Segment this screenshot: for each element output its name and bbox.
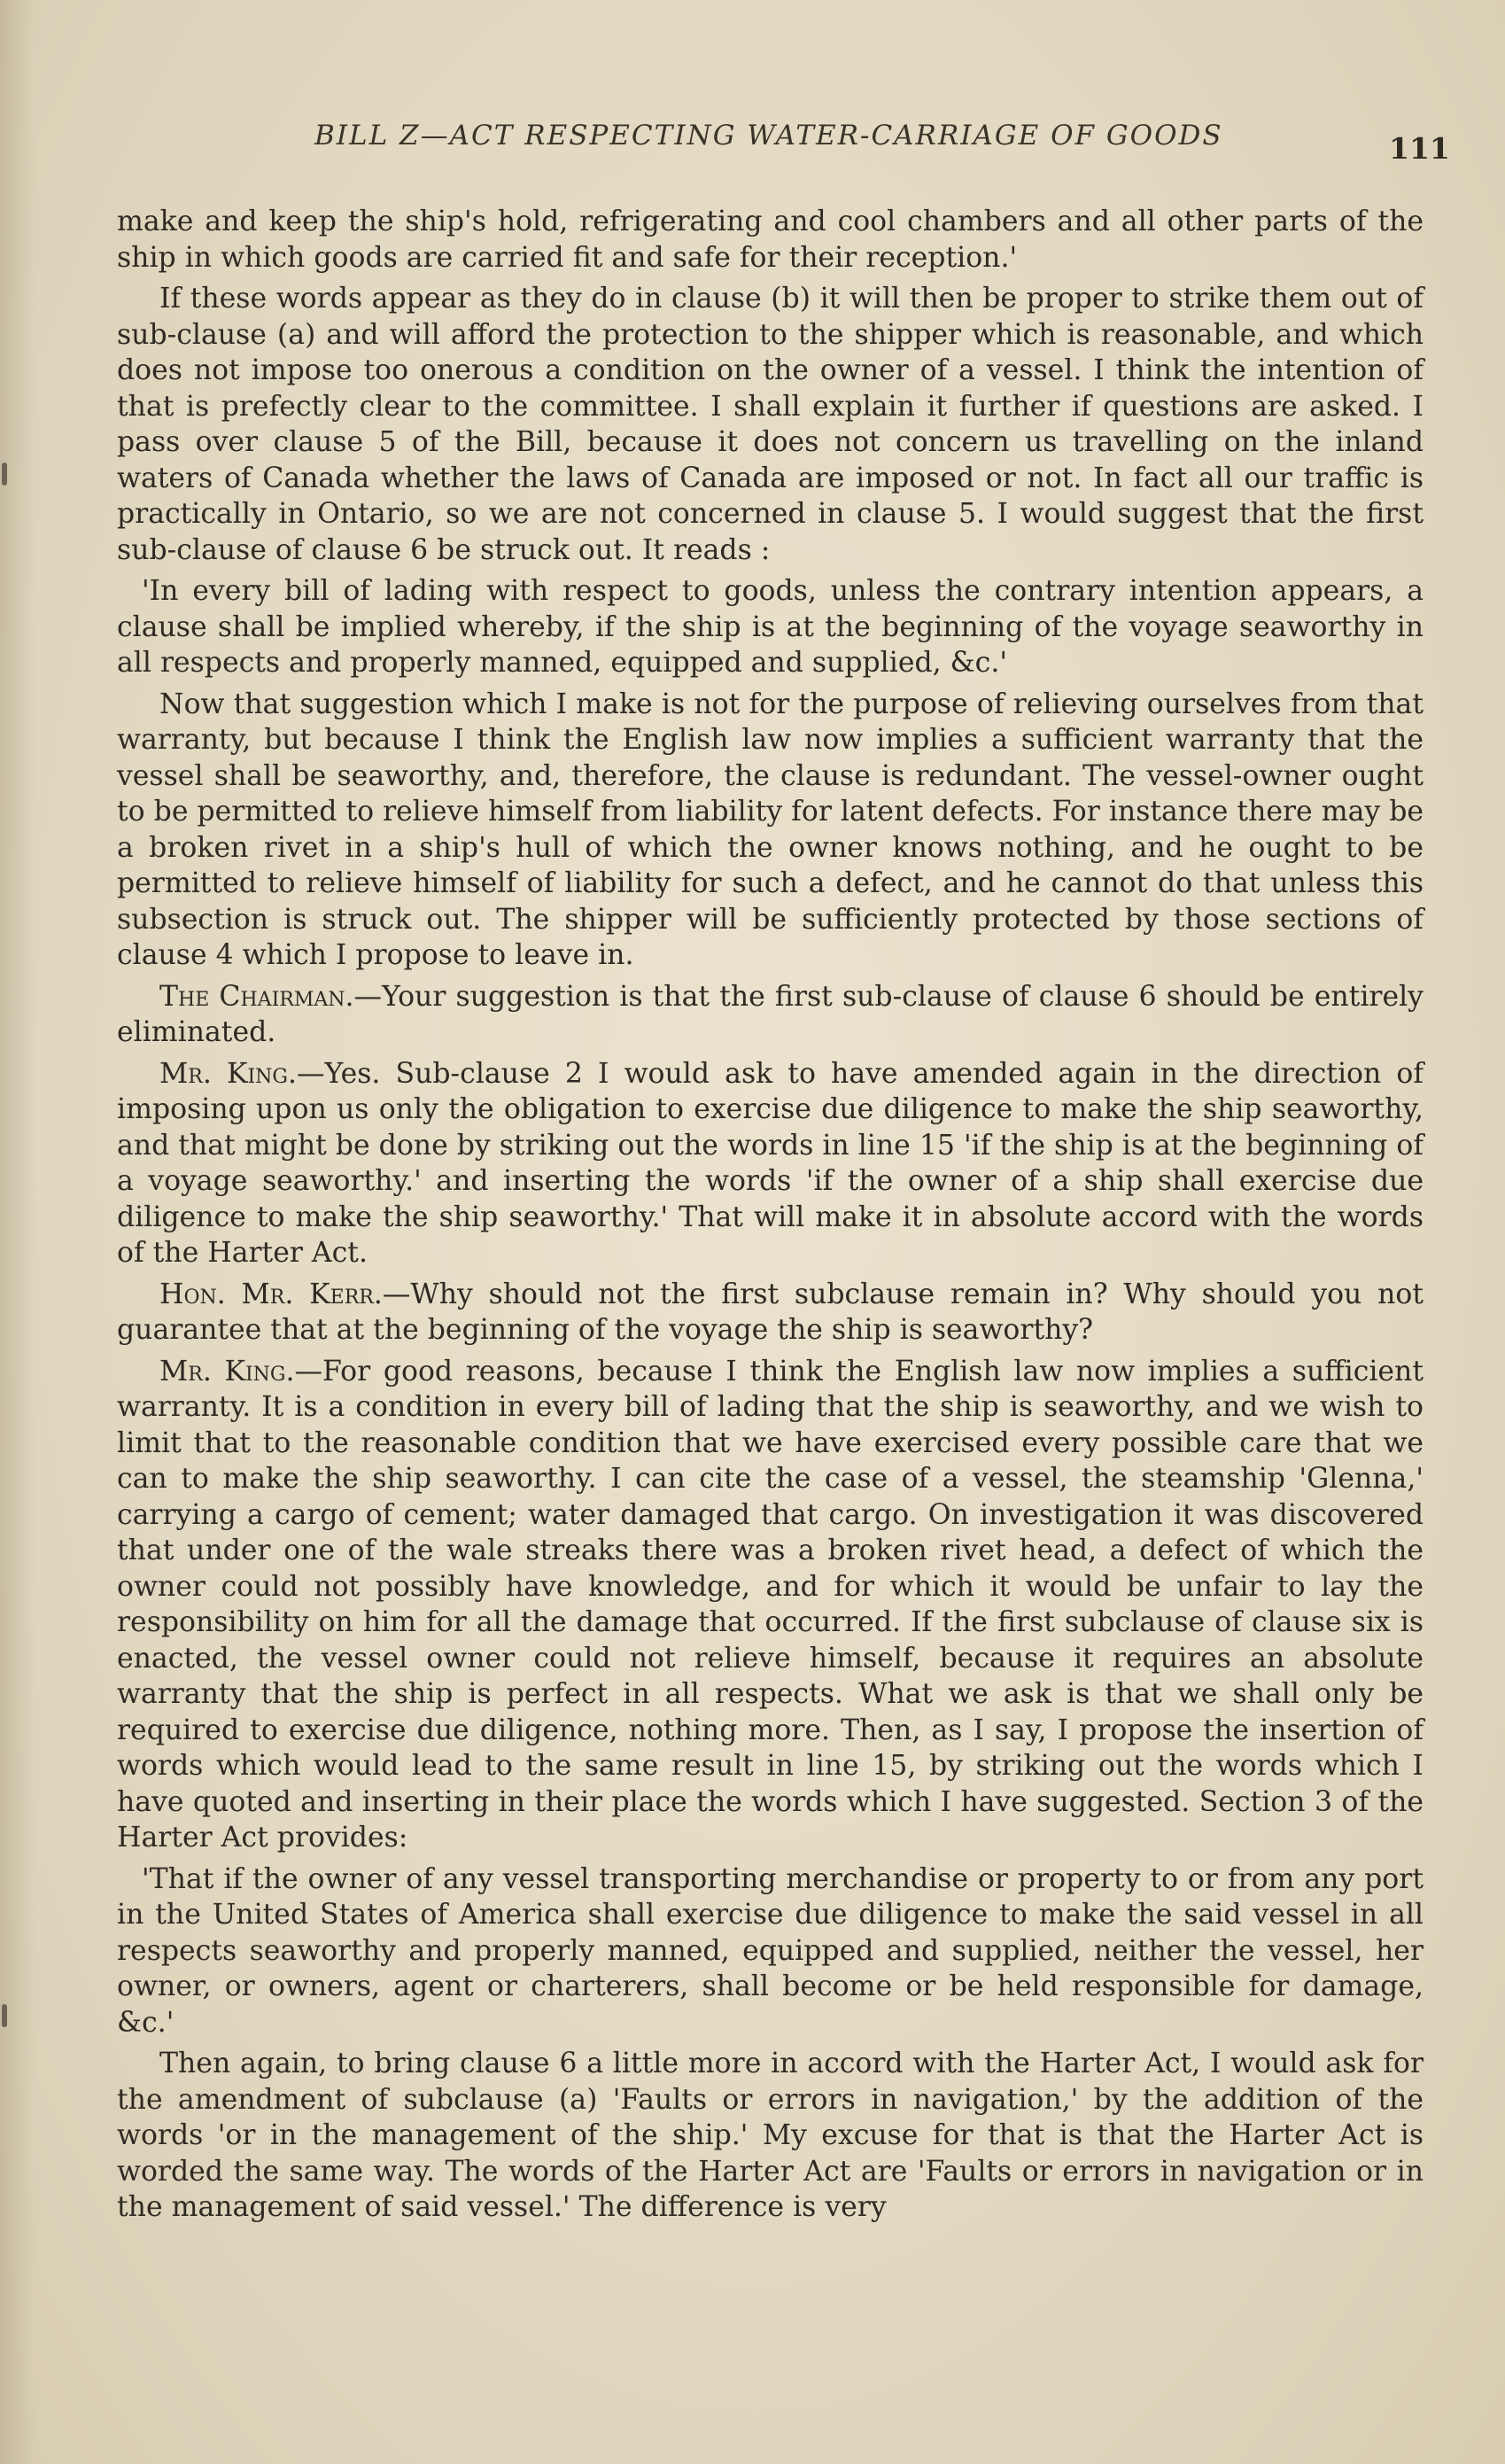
page-edge-mark: [2, 2004, 7, 2027]
speaker-text: —Your suggestion is that the first sub-clause of clause 6 should be entirely eliminated.: [117, 980, 1424, 1048]
speaker-paragraph: [117, 1354, 1424, 1856]
page-edge-mark: [2, 462, 7, 486]
speaker-text: —Why should not the first subclause remain in? Why should you not guarantee that at the beginning of the voyage the ship is seaworthy?: [117, 1278, 1424, 1346]
paragraph: [117, 2046, 1424, 2226]
body-text: [117, 204, 1424, 2231]
paragraph: [117, 281, 1424, 568]
speaker-name: Mr. King.: [159, 1057, 298, 1090]
quotation: [117, 1862, 1424, 2041]
quotation-text: 'In every bill of lading with respect to goods, unless the contrary intention appears, a clause shall be implied whereby, if the ship is at the beginning of the voyage seaworthy in all respects and properly manned, equipped and supplied, &c.': [117, 575, 1424, 679]
speaker-paragraph: [117, 979, 1424, 1051]
running-title: BILL Z—ACT RESPECTING WATER-CARRIAGE OF GOODS: [314, 120, 1223, 152]
paragraph: [117, 687, 1424, 974]
speaker-text: —Yes. Sub-clause 2 I would ask to have amended again in the direction of imposing upon us only the obligation to exercise due diligence to make the ship seaworthy, and that might be done by striking out the words in line 15 'if the ship is at the beginning of a voyage seaworthy.' and inserting the words 'if the owner of a ship shall exercise due diligence to make the ship seaworthy.' That will make it in absolute accord with the words of the Harter Act.: [117, 1057, 1424, 1269]
speaker-paragraph: [117, 1056, 1424, 1271]
speaker-name: The Chairman.: [159, 980, 354, 1013]
speaker-paragraph: [117, 1277, 1424, 1349]
paragraph: [117, 204, 1424, 276]
speaker-name: Mr. King.: [159, 1355, 295, 1387]
paragraph-text: make and keep the ship's hold, refrigerating and cool chambers and all other parts of the ship in which goods are carried fit and safe for their reception.': [117, 206, 1424, 274]
binding-shadow: [0, 0, 35, 2464]
page-number: 111: [1389, 131, 1450, 166]
speaker-name: Hon. Mr. Kerr.: [159, 1278, 383, 1310]
paragraph-text: If these words appear as they do in clause (b) it will then be proper to strike them out of sub-clause (a) and will afford the protection to the shipper which is reasonable, and which does not impose too onerous a condition on the owner of a vessel. I think the intention of that is prefectly clear to the committee. I shall explain it further if questions are asked. I pass over clause 5 of the Bill, because it does not concern us travelling on the inland waters of Canada whether the laws of Canada are imposed or not. In fact all our traffic is practically in Ontario, so we are not concerned in clause 5. I would suggest that the first sub-clause of clause 6 be struck out. It reads :: [117, 283, 1424, 566]
paragraph-text: Then again, to bring clause 6 a little more in accord with the Harter Act, I would ask for the amendment of subclause (a) 'Faults or errors in navigation,' by the addition of the words 'or in the management of the ship.' My excuse for that is that the Harter Act is worded the same way. The words of the Harter Act are 'Faults or errors in navigation or in the management of said vessel.' The difference is very: [117, 2048, 1424, 2223]
quotation-text: 'That if the owner of any vessel transporting merchandise or property to or from any port in the United States of America shall exercise due diligence to make the said vessel in all respects seaworthy and properly manned, equipped and supplied, neither the vessel, her owner, or owners, agent or charterers, shall become or be held responsible for damage, &c.': [117, 1862, 1424, 2039]
paragraph-text: Now that suggestion which I make is not for the purpose of relieving ourselves from that warranty, but because I think the English law now implies a sufficient warranty that the vessel shall be seaworthy, and, therefore, the clause is redundant. The vessel-owner ought to be permitted to relieve himself from liability for latent defects. For instance there may be a broken rivet in a ship's hull of which the owner knows nothing, and he ought to be permitted to relieve himself of liability for such a defect, and he cannot do that unless this subsection is struck out. The shipper will be sufficiently protected by those sections of clause 4 which I propose to leave in.: [117, 688, 1424, 971]
quotation: [117, 573, 1424, 681]
speaker-text: —For good reasons, because I think the English law now implies a sufficient warranty. It is a condition in every bill of lading that the ship is seaworthy, and we wish to limit that to the reasonable condition that we have exercised every possible care that we can to make the ship seaworthy. I can cite the case of a vessel, the steamship 'Glenna,' carrying a cargo of cement; water damaged that cargo. On investigation it was discovered that under one of the wale streaks there was a broken rivet head, a defect of which the owner could not possibly have knowledge, and for which it would be unfair to lay the responsibility on him for all the damage that occurred. If the first subclause of clause six is enacted, the vessel owner could not relieve himself, because it requires an absolute warranty that the ship is perfect in all respects. What we ask is that we shall only be required to exercise due diligence, nothing more. Then, as I say, I propose the insertion of words which would lead to the same result in line 15, by striking out the words which I have quoted and inserting in their place the words which I have suggested. Section 3 of the Harter Act provides:: [117, 1355, 1424, 1854]
